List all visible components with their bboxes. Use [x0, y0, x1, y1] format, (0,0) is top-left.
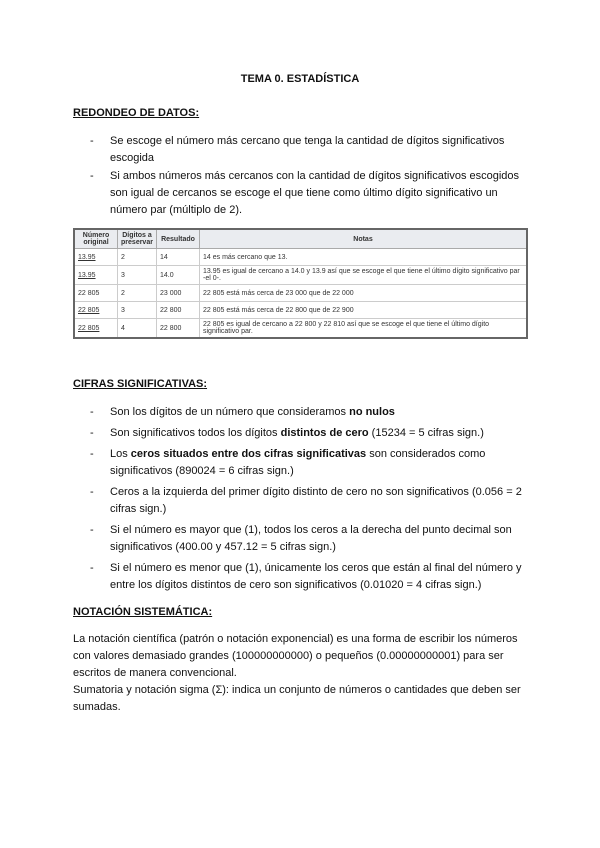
text: son considerados como significativos (890024 = 6 cifras sign.) [110, 448, 486, 477]
cell: 14.0 [157, 266, 200, 285]
paragraph-sigma: Sumatoria y notación sigma (Σ): indica un conjunto de números o cantidades que deben ser sumadas. [73, 684, 521, 713]
cell: 3 [118, 266, 157, 285]
col-header: Notas [200, 229, 528, 249]
page-title: TEMA 0. ESTADÍSTICA [240, 73, 360, 85]
cell: 2 [118, 285, 157, 302]
list-item [88, 560, 528, 594]
cell: 3 [118, 302, 157, 319]
col-header: Dígitos a preservar [118, 229, 157, 249]
cell: 22 805 está más cerca de 23 000 que de 22 000 [200, 285, 528, 302]
cell: 23 000 [157, 285, 200, 302]
heading-text: NOTACIÓN SISTEMÁTICA [73, 606, 209, 618]
list-item [88, 522, 528, 556]
cell: 13.95 es igual de cercano a 14.0 y 13.9 así que se escoge el que tiene el último dígito significativo par -el 0-. [200, 266, 528, 285]
list-item [88, 404, 528, 421]
cell: 22 805 está más cerca de 22 800 que de 22 900 [200, 302, 528, 319]
table-header-row [74, 229, 527, 249]
section-heading-redondeo [73, 107, 199, 119]
col-header: Resultado [157, 229, 200, 249]
section-heading-cifras [73, 378, 207, 390]
table-row [74, 285, 527, 302]
table-row [74, 302, 527, 319]
list-item [88, 484, 528, 518]
cifras-list [88, 404, 528, 598]
list-item [88, 425, 528, 442]
cell: 22 805 [74, 285, 118, 302]
cell: 14 [157, 249, 200, 266]
bold-text: ceros situados entre dos cifras significativas [130, 448, 367, 460]
table-row [74, 249, 527, 266]
col-header: Número original [74, 229, 118, 249]
text: Si el número es menor que (1), únicamente los ceros que están al final del número y entre los dígitos distintos de cero son significativos (0.01020 = 4 cifras sign.) [110, 562, 522, 591]
cell: 2 [118, 249, 157, 266]
cell: 22 805 [74, 319, 118, 339]
text: (15234 = 5 cifras sign.) [368, 427, 484, 439]
cell: 22 805 [74, 302, 118, 319]
cell: 13.95 [74, 266, 118, 285]
bold-text: no nulos [349, 406, 395, 418]
redondeo-list [88, 133, 528, 220]
text: Son los dígitos de un número que consideramos [110, 406, 350, 418]
paragraph-scientific-notation: La notación científica (patrón o notación exponencial) es una forma de escribir los números con valores demasiado grandes (100000000000) o pequeños (0.00000000001) para ser escritos de manera convencional. [73, 633, 518, 679]
heading-colon: : [208, 606, 213, 618]
heading-text: CIFRAS SIGNIFICATIVAS [73, 378, 204, 390]
rounding-table [73, 228, 528, 339]
bold-text: distintos de cero [280, 427, 369, 439]
text: Ceros a la izquierda del primer dígito distinto de cero no son significativos (0.056 = 2 cifras sign.) [110, 486, 522, 515]
cell: 13.95 [74, 249, 118, 266]
text: Si el número es mayor que (1), todos los ceros a la derecha del punto decimal son significativos (400.00 y 457.12 = 5 cifras sign.) [110, 524, 512, 553]
cell: 22 800 [157, 319, 200, 339]
heading-colon: : [195, 107, 200, 119]
list-item [88, 446, 528, 480]
heading-text: REDONDEO DE DATOS [73, 107, 196, 119]
list-item: - Se escoge el número más cercano que tenga la cantidad de dígitos significativos escogida [88, 133, 528, 167]
cell: 22 800 [157, 302, 200, 319]
table-row [74, 266, 527, 285]
table-row [74, 319, 527, 339]
section-heading-notacion [73, 606, 212, 618]
cell: 14 es más cercano que 13. [200, 249, 528, 266]
paragraph [73, 631, 533, 716]
cell: 4 [118, 319, 157, 339]
text: Los [110, 448, 131, 460]
list-item: - Si ambos números más cercanos con la cantidad de dígitos significativos escogidos son igual de cercanos se escoge el que tiene como último dígito significativo un número par (múltiplo de 2). [88, 168, 528, 219]
cell: 22 805 es igual de cercano a 22 800 y 22 810 así que se escoge el que tiene el último dígito significativo par. [200, 319, 528, 339]
heading-colon: : [203, 378, 208, 390]
text: Son significativos todos los dígitos [110, 427, 281, 439]
